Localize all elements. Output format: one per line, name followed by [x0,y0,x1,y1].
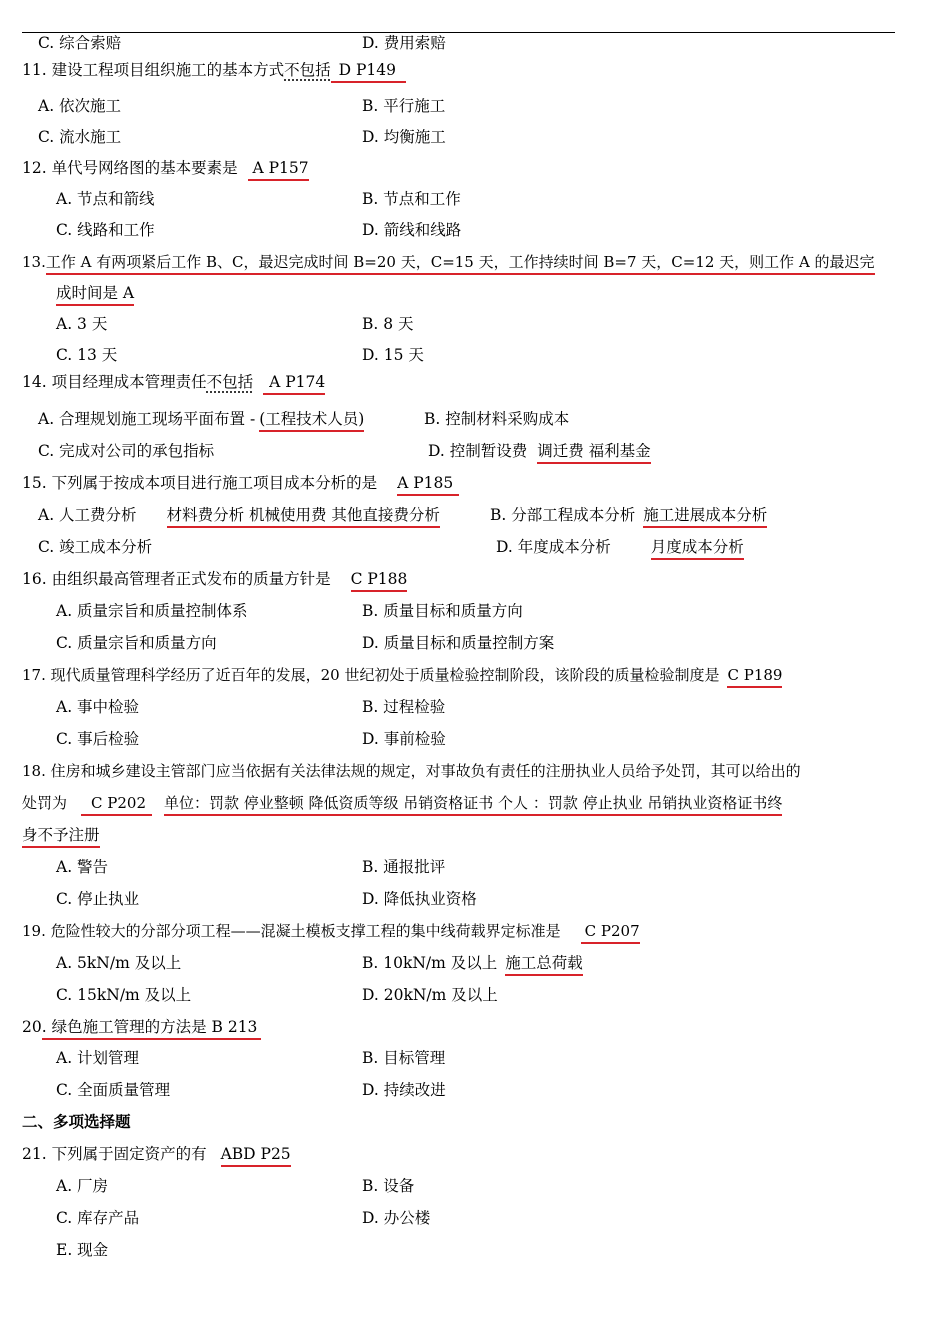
q12-stem: 12. 单代号网络图的基本要素是 [22,159,238,177]
q19-option-c: C. 15kN/m 及以上 [56,986,192,1004]
q15-line [22,473,459,493]
q17-option-c: C. 事后检验 [56,730,140,748]
q18-line-1: 18. 住房和城乡建设主管部门应当依据有关法律法规的规定，对事故负有责任的注册执业人员给予处罚，其可以给出的 [22,762,801,780]
q15-option-b-text: B. 分部工程成本分析 [490,506,636,524]
q19-option-a: A. 5kN/m 及以上 [56,954,182,972]
q16-line [22,569,407,589]
q16-option-a: A. 质量宗旨和质量控制体系 [56,602,248,620]
q18-answer: C P202 [81,794,152,816]
q14-option-d [428,441,651,461]
q21-line [22,1144,291,1164]
q17-line [22,665,782,685]
q15-answer: A P185 [397,474,459,496]
section-heading-multiple-choice: 二、多项选择题 [22,1113,131,1131]
q16-option-c: C. 质量宗旨和质量方向 [56,634,217,652]
q11-option-c: C. 流水施工 [38,128,122,146]
q20-option-d: D. 持续改进 [362,1081,446,1099]
q19-answer: C P207 [581,922,640,944]
q15-option-d-text: D. 年度成本分析 [496,538,611,556]
q14-answer: A P174 [263,373,325,395]
q19-option-b-text: B. 10kN/m 及以上 [362,954,498,972]
q21-answer: ABD P25 [221,1145,291,1167]
q15-option-a-note: 材料费分析 机械使用费 其他直接费分析 [167,506,440,528]
q12-answer: A P157 [248,159,309,181]
q15-option-b-note: 施工进展成本分析 [643,506,767,528]
q11-option-d: D. 均衡施工 [362,128,446,146]
q10-option-c: C. 综合索赔 [38,34,122,52]
q11-stem: 11. 建设工程项目组织施工的基本方式 [22,61,285,79]
q15-option-a-text: A. 人工费分析 [38,506,137,524]
q13-line-1 [22,252,875,272]
q13-option-d: D. 15 天 [362,346,424,364]
q15-option-d [496,537,744,557]
q15-stem: 15. 下列属于按成本项目进行施工项目成本分析的是 [22,474,378,492]
q21-stem: 21. 下列属于固定资产的有 [22,1145,207,1163]
q20-line [22,1017,261,1037]
q15-option-d-note: 月度成本分析 [651,538,744,560]
q12-option-a: A. 节点和箭线 [56,190,155,208]
q18-line-2 [22,793,782,813]
q19-stem: 19. 危险性较大的分部分项工程——混凝土模板支撑工程的集中线荷载界定标准是 [22,922,561,940]
q13-line-2 [56,283,134,303]
q20-option-b: B. 目标管理 [362,1049,446,1067]
q15-option-a [38,505,440,525]
q11-emphasis: 不包括 [284,61,331,79]
q21-option-b: B. 设备 [362,1177,415,1195]
q13-option-b: B. 8 天 [362,315,414,333]
q17-option-a: A. 事中检验 [56,698,140,716]
q16-answer: C P188 [351,570,408,592]
q15-option-c: C. 竣工成本分析 [38,538,153,556]
q16-option-d: D. 质量目标和质量控制方案 [362,634,555,652]
q20-number: 20 [22,1018,42,1036]
q21-option-a: A. 厂房 [56,1177,109,1195]
q16-stem: 16. 由组织最高管理者正式发布的质量方针是 [22,570,331,588]
q14-line [22,372,325,392]
q18-line-3 [22,825,100,845]
q15-option-b [490,505,767,525]
q11-option-a: A. 依次施工 [38,97,122,115]
q12-option-c: C. 线路和工作 [56,221,155,239]
q14-option-a [38,409,364,429]
q11-line [22,60,406,80]
q21-option-c: C. 库存产品 [56,1209,140,1227]
q14-option-a-note: (工程技术人员) [259,410,364,432]
q17-stem: 17. 现代质量管理科学经历了近百年的发展，20 世纪初处于质量检验控制阶段，该阶段的质量检验制度是 [22,666,720,684]
q11-answer: D P149 [331,61,406,83]
q14-option-d-text: D. 控制暂设费 [428,442,528,460]
q17-option-b: B. 过程检验 [362,698,446,716]
q20-option-a: A. 计划管理 [56,1049,140,1067]
q19-line [22,921,640,941]
q18-option-a: A. 警告 [56,858,109,876]
q14-option-d-note: 调迁费 福利基金 [537,442,650,464]
q21-option-d: D. 办公楼 [362,1209,431,1227]
q16-option-b: B. 质量目标和质量方向 [362,602,523,620]
header-rule [22,32,895,33]
q20-stem: . 绿色施工管理的方法是 B 213 [42,1018,262,1040]
q12-option-b: B. 节点和工作 [362,190,461,208]
q19-option-d: D. 20kN/m 及以上 [362,986,498,1004]
q13-option-c: C. 13 天 [56,346,118,364]
q17-option-d: D. 事前检验 [362,730,446,748]
q20-option-c: C. 全面质量管理 [56,1081,171,1099]
q17-answer: C P189 [727,666,782,688]
q13-number: 13. [22,253,46,271]
q14-emphasis: 不包括 [206,373,254,391]
q19-option-b-note: 施工总荷载 [505,954,583,976]
q18-option-d: D. 降低执业资格 [362,890,477,908]
q14-option-a-text: A. 合理规划施工现场平面布置 - [38,410,256,428]
q18-option-b: B. 通报批评 [362,858,446,876]
q18-note-1: 单位：罚款 停业整顿 降低资质等级 吊销资格证书 个人 ：罚款 停止执业 吊销执业资格证书终 [164,794,782,816]
q13-option-a: A. 3 天 [56,315,108,333]
q10-option-d: D. 费用索赔 [362,34,446,52]
q11-option-b: B. 平行施工 [362,97,446,115]
q21-option-e: E. 现金 [56,1241,109,1259]
q12-option-d: D. 箭线和线路 [362,221,462,239]
q18-option-c: C. 停止执业 [56,890,140,908]
q14-option-b: B. 控制材料采购成本 [424,410,570,428]
q14-stem: 14. 项目经理成本管理责任 [22,373,207,391]
q19-option-b [362,953,583,973]
q18-note-2: 身不予注册 [22,826,100,848]
q18-stem-2: 处罚为 [22,794,68,812]
q14-option-c: C. 完成对公司的承包指标 [38,442,215,460]
q13-stem-2: 成时间是 A [56,284,134,306]
q12-line [22,158,309,178]
q13-stem-1: 工作 A 有两项紧后工作 B、C，最迟完成时间 B=20 天，C=15 天，工作持续时间 B=7 天，C=12 天，则工作 A 的最迟完 [46,253,875,275]
